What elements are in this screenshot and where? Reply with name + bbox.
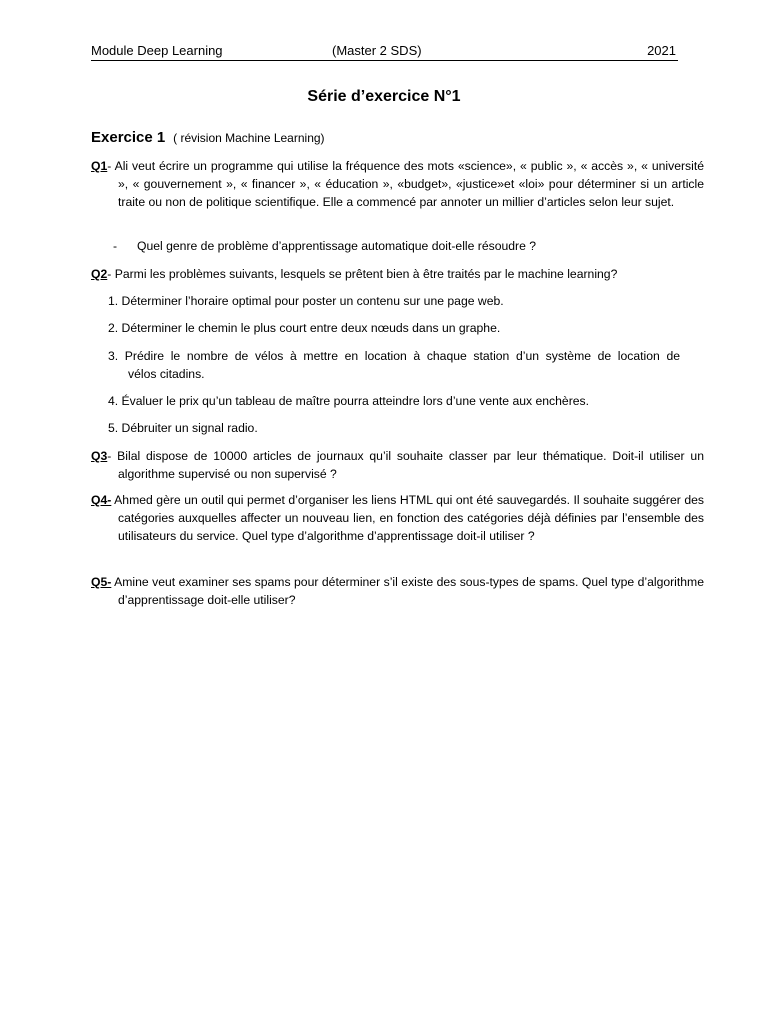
header-level: (Master 2 SDS) — [332, 43, 422, 58]
question-2 — [91, 266, 677, 284]
question-4-text: Ahmed gère un outil qui permet d’organiser les liens HTML qui ont été sauvegardés. Il souhaite suggérer des catégories auxquelles affecter un nouveau lien, en fonction des catégories déjà définies par l’ensemble des utilisateurs du service. Quel type d’algorithme d’apprentissage doit-il utiliser ? — [111, 493, 704, 543]
question-5-text: Amine veut examiner ses spams pour déterminer s’il existe des sous-types de spams. Quel type d’algorithme d’apprentissage doit-elle utiliser? — [111, 575, 704, 607]
list-item — [108, 348, 680, 384]
question-5-label: Q5- — [91, 575, 112, 589]
question-4-label: Q4- — [91, 493, 112, 507]
list-item-text: 5. Débruiter un signal radio. — [108, 421, 258, 435]
exercise-title: Exercice 1 — [91, 129, 166, 146]
question-2-text: - Parmi les problèmes suivants, lesquels se prêtent bien à être traités par le machine learning? — [107, 267, 618, 281]
dash-bullet: - — [113, 239, 118, 253]
page-title: Série d’exercice N°1 — [307, 88, 461, 105]
list-item — [108, 420, 680, 438]
question-1-subquestion-text: Quel genre de problème d’apprentissage automatique doit-elle résoudre ? — [137, 239, 537, 253]
header-module: Module Deep Learning — [91, 43, 223, 58]
question-3 — [91, 448, 704, 484]
list-item — [108, 393, 680, 411]
question-1-label: Q1 — [91, 159, 108, 173]
question-4 — [91, 492, 704, 546]
exercise-heading — [91, 129, 325, 146]
page-header — [91, 42, 678, 61]
list-item-text: 4. Évaluer le prix qu’un tableau de maître pourra atteindre lors d’une vente aux enchères. — [108, 394, 590, 408]
list-item-text: 3. Prédire le nombre de vélos à mettre en location à chaque station d’un système de location de — [108, 349, 680, 363]
list-item — [108, 320, 680, 338]
question-3-label: Q3 — [91, 449, 108, 463]
question-1 — [91, 158, 704, 212]
list-item — [108, 293, 680, 311]
question-3-text: - Bilal dispose de 10000 articles de journaux qu’il souhaite classer par leur thématique. Doit-il utiliser un algorithme supervisé ou non supervisé ? — [107, 449, 704, 481]
exercise-subtitle: ( révision Machine Learning) — [173, 131, 325, 145]
list-item-text: 2. Déterminer le chemin le plus court entre deux nœuds dans un graphe. — [108, 321, 501, 335]
list-item-continuation: vélos citadins. — [128, 366, 205, 381]
list-item-text: 1. Déterminer l’horaire optimal pour poster un contenu sur une page web. — [108, 294, 504, 308]
question-5 — [91, 574, 704, 610]
question-1-text: - Ali veut écrire un programme qui utilise la fréquence des mots «science», « public », « accès », « université », « gouvernement », « financer », « éducation », «budget», «justice»et «loi» pour déterminer si un article traite ou non de politique scientifique. Elle a commencé par annoter un millier d’articles selon leur sujet. — [107, 159, 704, 209]
header-year: 2021 — [647, 43, 676, 58]
question-1-subquestion — [113, 238, 673, 256]
question-2-label: Q2 — [91, 267, 108, 281]
